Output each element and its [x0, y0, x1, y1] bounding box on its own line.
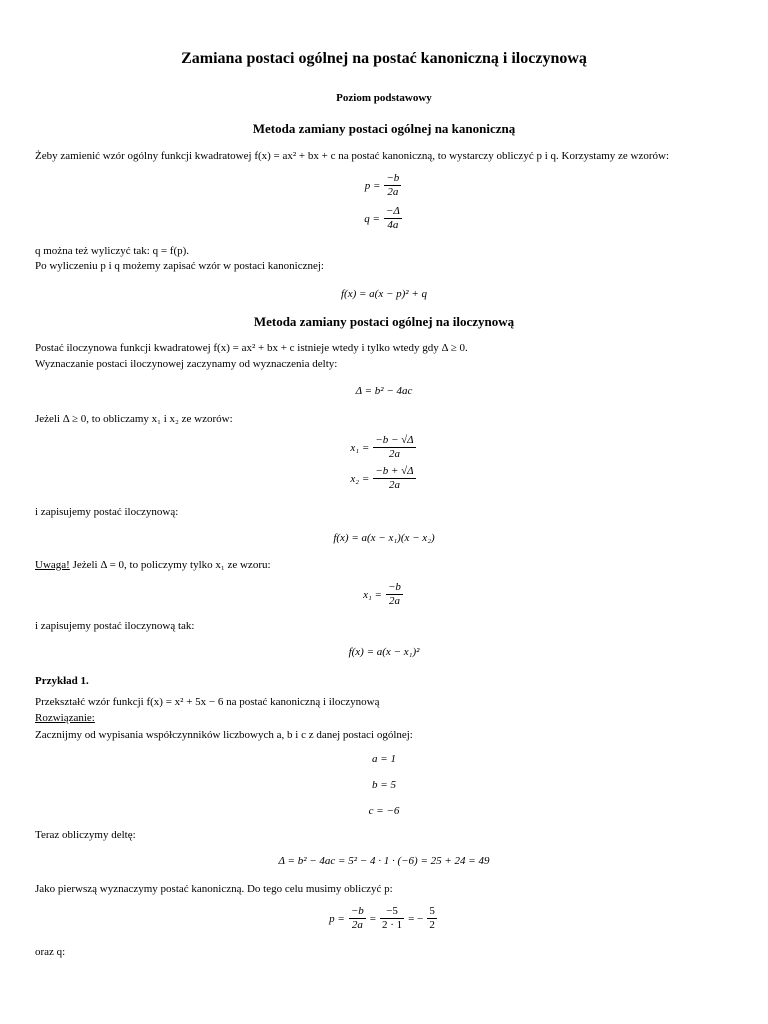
delta-equation: Δ = b² − 4ac [355, 385, 413, 397]
p-calc-fraction-2-denominator: 2 · 1 [382, 919, 403, 931]
x2-fraction [373, 465, 415, 492]
example-line2: Teraz obliczymy deltę: [35, 829, 136, 841]
coefficient-b: b = 5 [372, 779, 396, 791]
p-calc-fraction-1 [349, 905, 366, 932]
x1-single-formula [35, 581, 733, 608]
p-calc-fraction-3-numerator: 5 [429, 905, 435, 917]
section1-intro: Żeby zamienić wzór ogólny funkcji kwadratowej f(x) = ax² + bx + c na postać kanoniczną, to wystarczy obliczyć p i q. Korzystamy ze wzorów: [35, 150, 670, 162]
example-heading: Przykład 1. [35, 675, 89, 687]
section2-line4: i zapisujemy postać iloczynową: [35, 506, 179, 518]
x1-single-lhs: x₁ = [363, 588, 382, 601]
p-calc-fraction-2 [380, 905, 404, 932]
p-formula-lhs: p = [364, 179, 381, 192]
q-fraction-numerator: −Δ [385, 205, 400, 217]
p-fraction-denominator: 2a [387, 186, 399, 198]
product-form-equation: f(x) = a(x − x₁)(x − x₂) [333, 532, 435, 544]
delta-calculation: Δ = b² − 4ac = 5² − 4 · 1 · (−6) = 25 + 24 = 49 [278, 855, 490, 867]
product-form-double-root: f(x) = a(x − x₁)² [348, 646, 420, 658]
document-page [35, 0, 733, 1024]
example-line3: Jako pierwszą wyznaczymy postać kanoniczną. Do tego celu musimy obliczyć p: [35, 883, 393, 895]
p-calc-fraction-3 [427, 905, 437, 932]
q-fraction-denominator: 4a [387, 219, 399, 231]
p-calc-lhs: p = [329, 912, 345, 925]
p-formula [35, 172, 733, 199]
note-label: Uwaga! [35, 559, 70, 571]
page-subtitle: Poziom podstawowy [336, 92, 432, 104]
x2-fraction-numerator: −b + √Δ [375, 465, 414, 477]
section2-line2: Wyznaczanie postaci iloczynowej zaczynamy od wyznaczenia delty: [35, 358, 338, 370]
coefficient-a: a = 1 [372, 753, 396, 765]
example-line1: Zacznijmy od wypisania współczynników liczbowych a, b i c z danej postaci ogólnej: [35, 729, 413, 741]
q-formula [35, 205, 733, 232]
example-line4: oraz q: [35, 946, 66, 958]
note-text: Jeżeli Δ = 0, to policzymy tylko x₁ ze wzoru: [69, 559, 271, 571]
canonical-intro-line: Po wyliczeniu p i q możemy zapisać wzór w postaci kanonicznej: [35, 260, 324, 272]
p-calc-equals-2: = − [408, 912, 424, 925]
x2-formula [35, 465, 733, 492]
example-task: Przekształć wzór funkcji f(x) = x² + 5x − 6 na postać kanoniczną i iloczynową [35, 696, 380, 708]
page-title: Zamiana postaci ogólnej na postać kanoniczną i iloczynową [181, 50, 587, 67]
p-calc-fraction-3-denominator: 2 [429, 919, 435, 931]
section2-heading: Metoda zamiany postaci ogólnej na iloczynową [253, 314, 515, 329]
x1-fraction-denominator: 2a [388, 448, 400, 460]
x2-fraction-denominator: 2a [388, 479, 400, 491]
q-alternative-line: q można też wyliczyć tak: q = f(p). [35, 245, 190, 257]
section2-line1: Postać iloczynowa funkcji kwadratowej f(x) = ax² + bx + c istnieje wtedy i tylko wtedy gdy Δ ≥ 0. [35, 342, 468, 354]
p-calculation [35, 905, 733, 932]
x2-formula-lhs: x₂ = [350, 472, 370, 485]
x1-fraction [373, 434, 415, 461]
x1-single-numerator: −b [387, 581, 401, 593]
section2-line3: Jeżeli Δ ≥ 0, to obliczamy x₁ i x₂ ze wzorów: [35, 413, 233, 425]
p-calc-fraction-1-numerator: −b [350, 905, 364, 917]
x1-single-fraction [386, 581, 403, 608]
x1-formula [35, 434, 733, 461]
p-calc-fraction-2-numerator: −5 [380, 905, 404, 919]
p-calc-equals-1: = [369, 912, 376, 925]
solution-label: Rozwiązanie: [35, 712, 95, 724]
p-fraction [384, 172, 401, 199]
section1-heading: Metoda zamiany postaci ogólnej na kanoniczną [252, 121, 516, 136]
q-formula-lhs: q = [364, 212, 380, 225]
x1-single-denominator: 2a [388, 595, 400, 607]
coefficient-c: c = −6 [368, 805, 400, 817]
note-line [35, 558, 733, 572]
x1-fraction-numerator: −b − √Δ [375, 434, 414, 446]
section2-line5: i zapisujemy postać iloczynową tak: [35, 620, 195, 632]
p-calc-fraction-1-denominator: 2a [351, 919, 363, 931]
q-fraction [384, 205, 402, 232]
p-fraction-numerator: −b [386, 172, 400, 184]
x1-formula-lhs: x₁ = [350, 441, 370, 454]
canonical-form-equation: f(x) = a(x − p)² + q [340, 288, 428, 300]
